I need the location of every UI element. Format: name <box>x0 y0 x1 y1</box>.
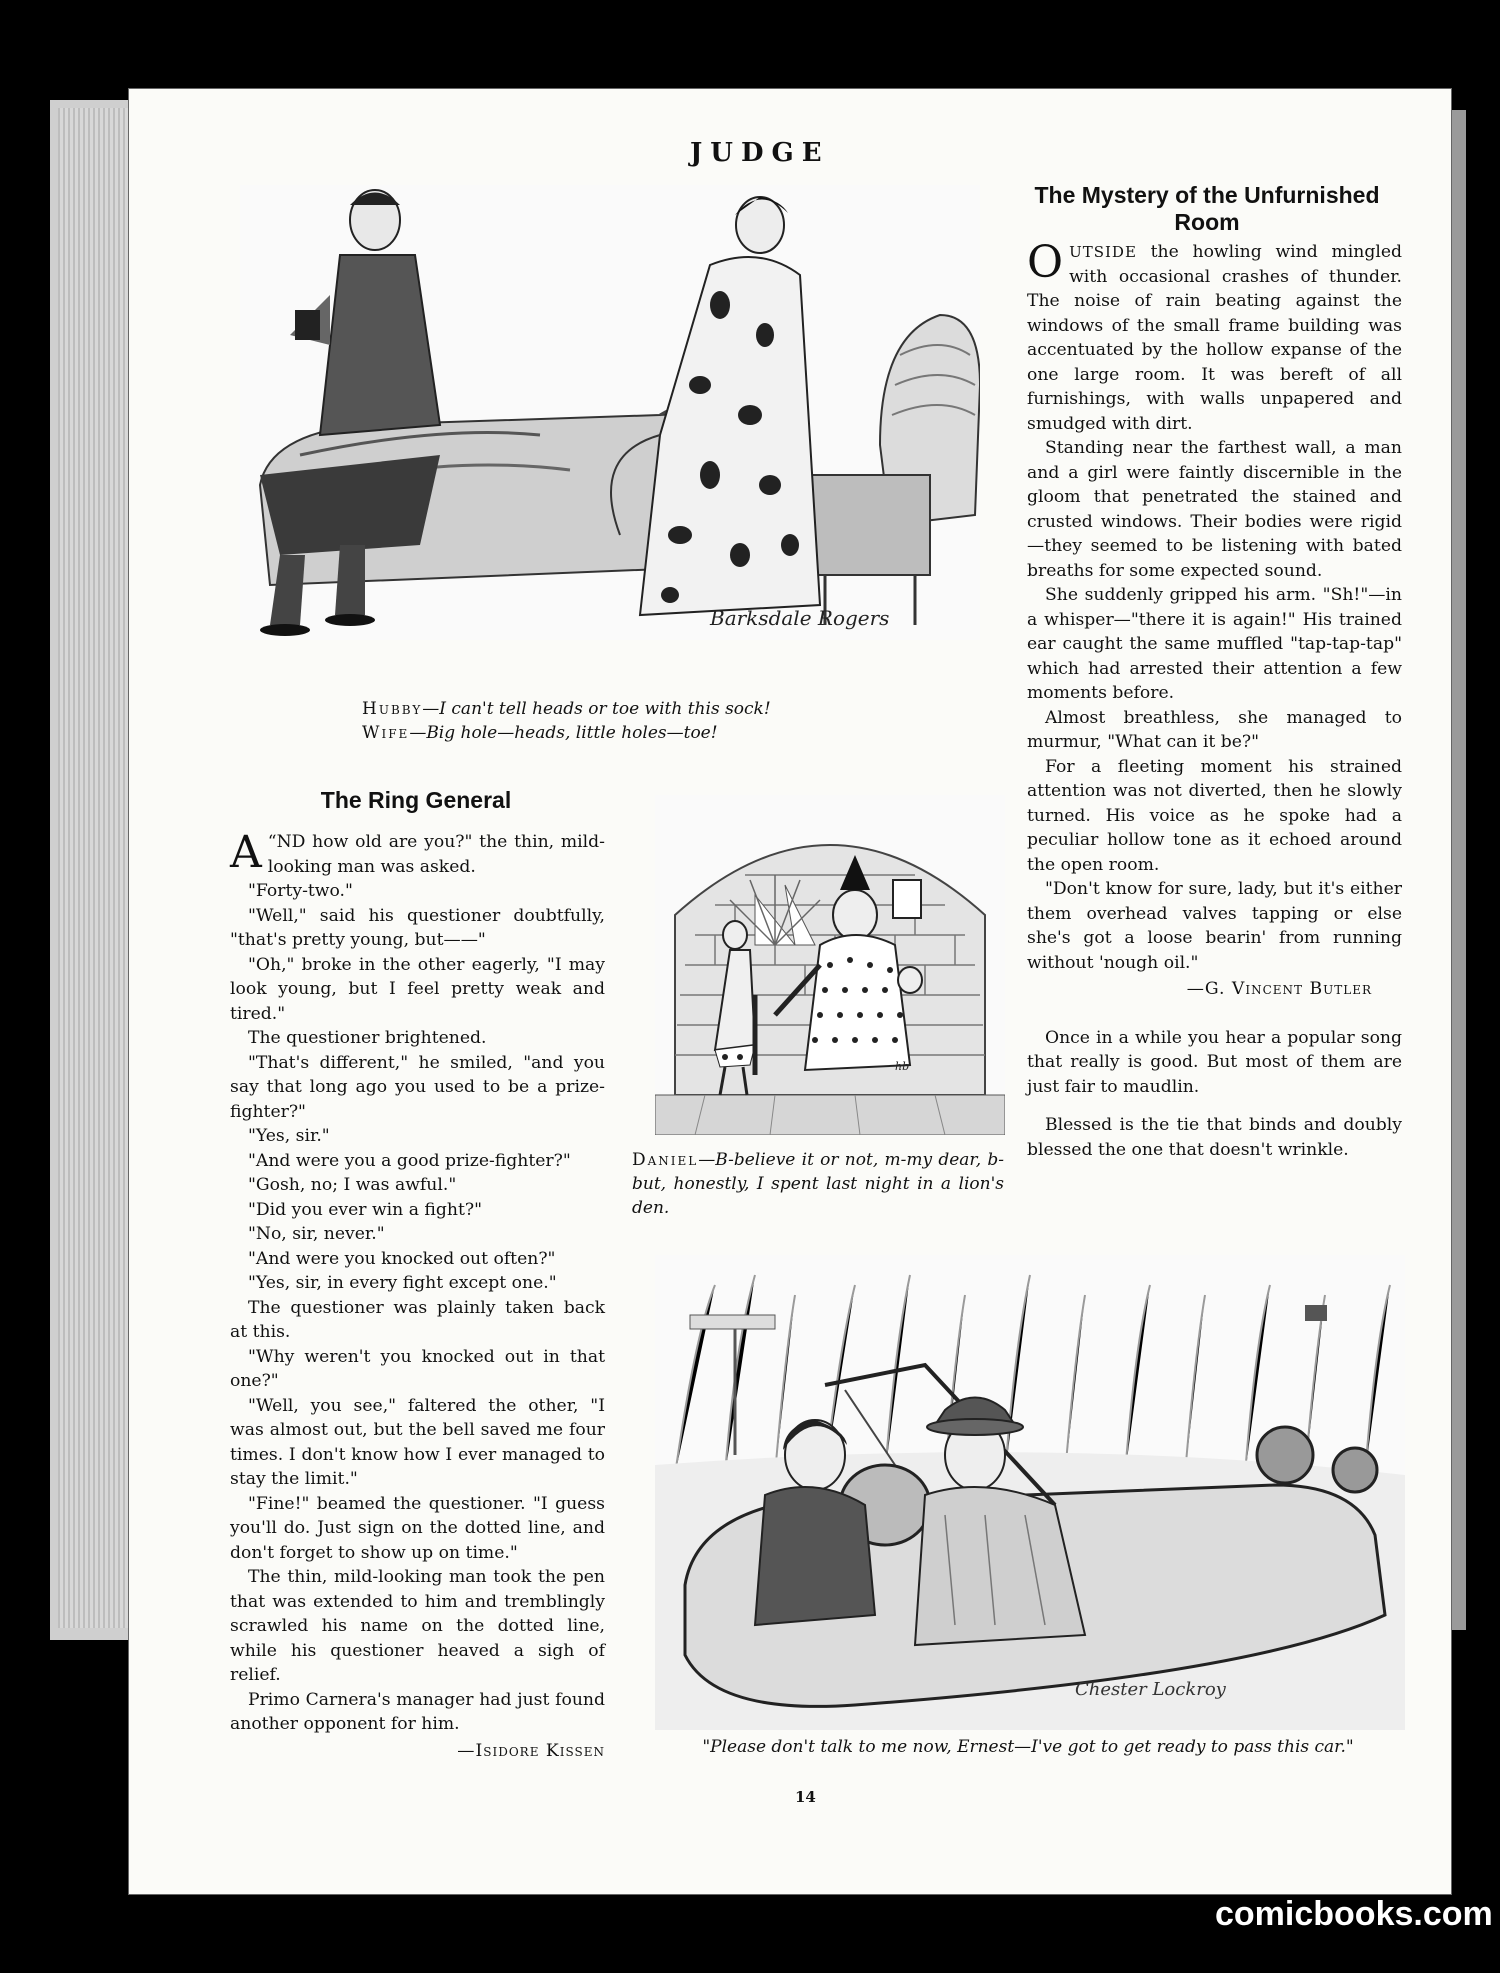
book-page-stack <box>58 108 130 1628</box>
caption-speaker-daniel: Daniel <box>632 1150 699 1170</box>
ring-general-paragraph: "Oh," broke in the other eagerly, "I may look young, but I feel pretty weak and tired." <box>230 954 605 1024</box>
cartoon3-caption: "Please don't talk to me now, Ernest—I've got to get ready to pass this car." <box>702 1737 1354 1757</box>
cartoon2-caption <box>632 1148 1004 1220</box>
ring-general-paragraph: Primo Carnera's manager had just found another opponent for him. <box>230 1689 605 1734</box>
ring-general-paragraph: "Forty-two." <box>248 881 353 901</box>
cartoon-couple-sofa <box>240 185 980 640</box>
mystery-article <box>1027 237 1402 1162</box>
cartoon-daniel-lion-den <box>655 795 1005 1135</box>
cartoon-couple-car <box>655 1255 1405 1730</box>
ring-general-paragraph: "Well," said his questioner doubtfully, "that's pretty young, but——" <box>230 905 605 950</box>
ring-general-paragraph: "Why weren't you knocked out in that one?" <box>230 1346 605 1391</box>
mystery-first-word: UTSIDE <box>1069 243 1137 261</box>
ring-general-paragraphs <box>230 879 605 1737</box>
ring-general-paragraph: "Yes, sir." <box>248 1126 330 1146</box>
ring-general-paragraph: "And were you a good prize-fighter?" <box>248 1150 571 1171</box>
ring-general-paragraph: The questioner brightened. <box>248 1028 487 1048</box>
mystery-paragraph: Standing near the farthest wall, a man and a girl were faintly discernible in the gloom that penetrated the stained and crusted windows. Their bodies were rigid—they seemed to be listening with bated breaths for some expected sound. <box>1027 438 1402 581</box>
mystery-paragraph: For a fleeting moment his strained attention was not diverted, then he slowly turned. His voice as he spoke had a peculiar hollow tone as it echoed around the open room. <box>1027 756 1402 875</box>
caption-line-hubby: —I can't tell heads or toe with this sock! <box>422 699 771 719</box>
ring-general-article <box>230 827 605 1763</box>
cartoon1-signature: Barksdale Rogers <box>710 606 890 630</box>
caption-speaker-hubby: Hubby <box>362 699 423 719</box>
mystery-paragraph: "Don't know for sure, lady, but it's either them overhead valves tapping or else she's got a loose bearin' from running without 'nough oil." <box>1027 879 1402 973</box>
page-number: 14 <box>795 1788 816 1806</box>
drop-cap-o: O <box>1027 237 1064 288</box>
ring-general-paragraph: The thin, mild-looking man took the pen that was extended to him and tremblingly scrawled his name on the dotted line, while his questioner heaved a sigh of relief. <box>230 1567 605 1685</box>
ring-general-byline: —Isidore Kissen <box>457 1740 605 1761</box>
page-header: JUDGE <box>690 138 830 168</box>
caption-line-wife: —Big hole—heads, little holes—toe! <box>409 723 718 743</box>
mystery-paragraph: She suddenly gripped his arm. "Sh!"—in a whisper—"there it is again!" His trained ear caught the same muffled "tap-tap-tap" which had arrested their attention a few moments before. <box>1027 585 1402 703</box>
cartoon1-caption <box>362 697 902 745</box>
ring-general-paragraph: "No, sir, never." <box>248 1224 385 1244</box>
ring-general-paragraph: "And were you knocked out often?" <box>248 1248 556 1269</box>
ring-general-paragraph: "Gosh, no; I was awful." <box>248 1175 457 1195</box>
drop-cap-a: A <box>230 827 262 878</box>
ring-general-paragraph: "Yes, sir, in every fight except one." <box>248 1273 557 1293</box>
ring-general-title: The Ring General <box>320 787 512 813</box>
filler-blessed-tie: Blessed is the tie that binds and doubly blessed the one that doesn't wrinkle. <box>1027 1115 1402 1160</box>
mystery-title: The Mystery of the Unfurnished Room <box>1034 182 1380 235</box>
ring-general-first-para: “ A ND how old are you?" the thin, mild-looking man was asked. <box>230 827 605 878</box>
cartoon3-signature: Chester Lockroy <box>1075 1679 1226 1700</box>
filler-popular-song: Once in a while you hear a popular song that really is good. But most of them are just fair to maudlin. <box>1027 1027 1402 1097</box>
mystery-opening: the howling wind mingled with occasional crashes of thunder. The noise of rain beating against the windows of the small frame building was accentuated by the hollow expanse of the one large room. It was bereft of all furnishings, with walls unpapered and smudged with dirt. <box>1027 242 1402 434</box>
ring-general-paragraph: "Well, you see," faltered the other, "I was almost out, but the bell saved me four times. I don't know how I ever managed to stay the limit." <box>230 1395 605 1489</box>
caption-speaker-wife: Wife <box>362 723 410 743</box>
svg-text:hb: hb <box>895 1060 910 1073</box>
mystery-first-para <box>1027 237 1402 436</box>
caption-text-daniel: —B-believe it or not, m-my dear, b-but, honestly, I spent last night in a lion's den. <box>632 1150 1004 1218</box>
ring-general-paragraph: "Did you ever win a fight?" <box>248 1199 482 1220</box>
ring-general-paragraph: "Fine!" beamed the questioner. "I guess you'll do. Just sign on the dotted line, and don't forget to show up on time." <box>230 1493 605 1563</box>
mystery-byline: —G. Vincent Butler <box>1186 979 1372 999</box>
ring-general-paragraph: "That's different," he smiled, "and you say that long ago you used to be a prize-fighter?" <box>230 1052 605 1122</box>
mystery-paragraphs <box>1027 436 1402 975</box>
mystery-paragraph: Almost breathless, she managed to murmur, "What can it be?" <box>1027 707 1402 752</box>
watermark: comicbooks.com <box>1215 1895 1493 1933</box>
ring-general-opening: ND how old are you?" the thin, mild-looking man was asked. <box>267 832 605 877</box>
ring-general-paragraph: The questioner was plainly taken back at this. <box>230 1297 605 1342</box>
